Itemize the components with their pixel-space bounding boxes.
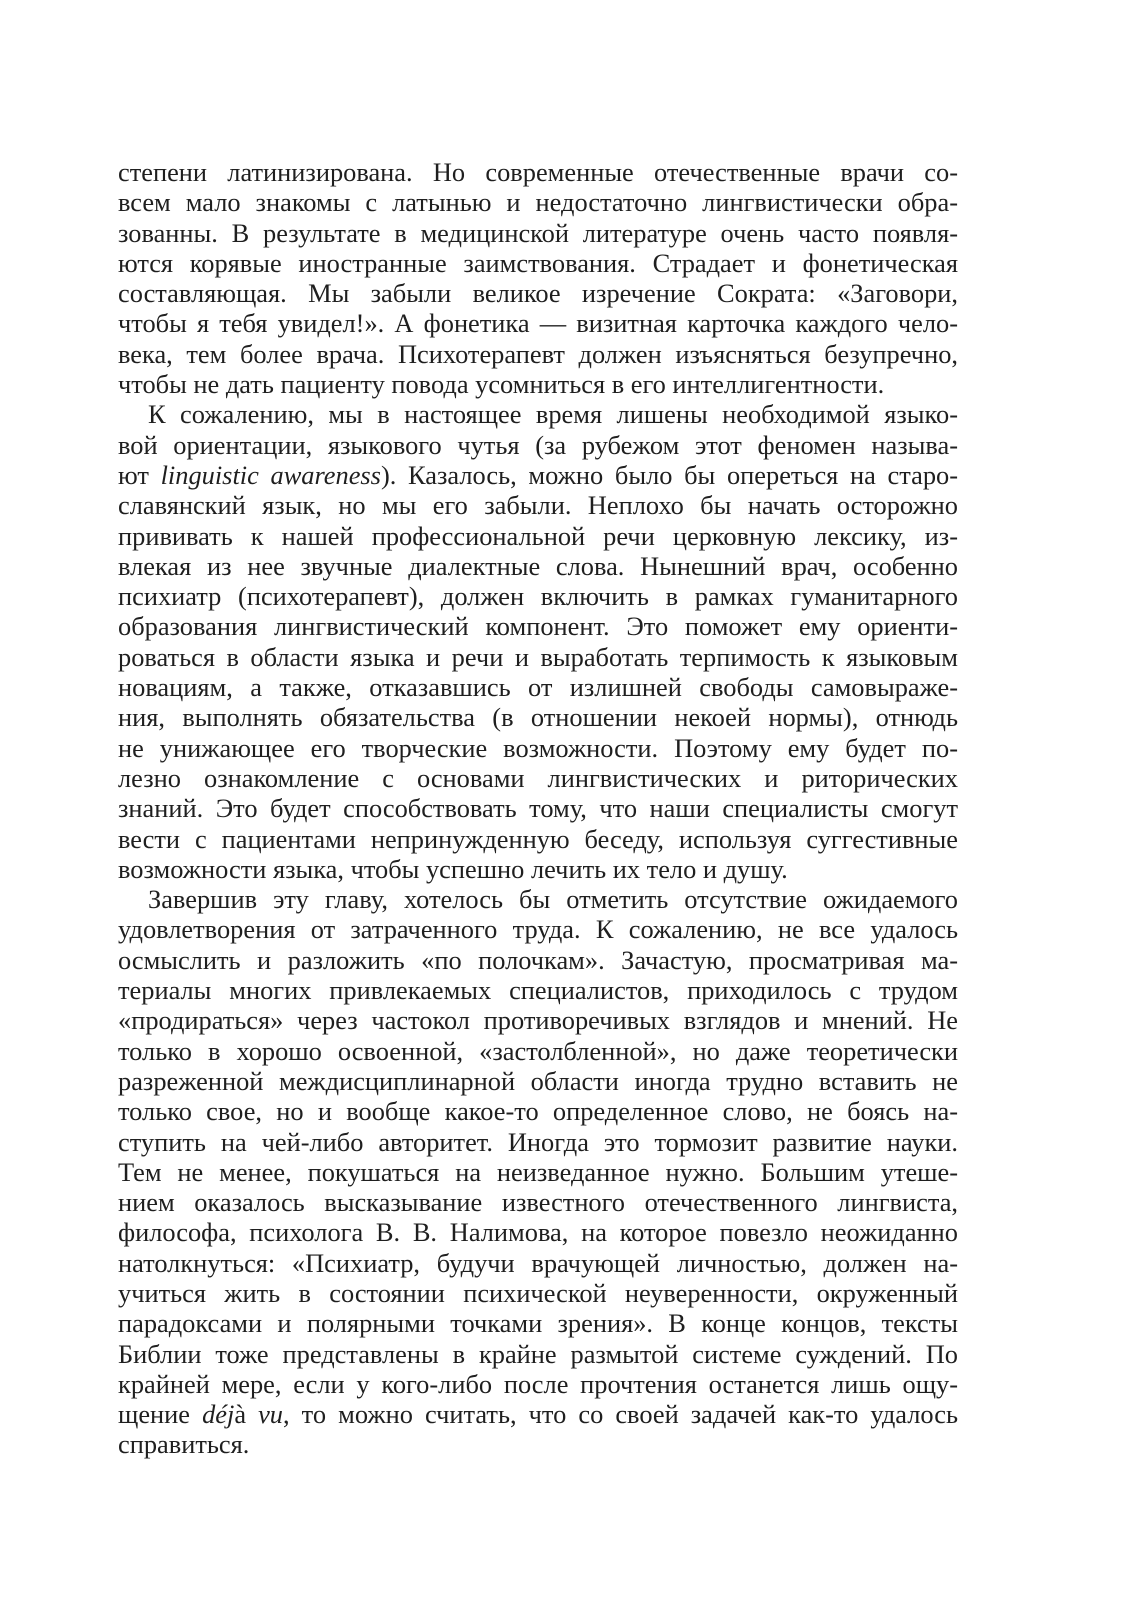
text-segment: ются корявые иностранные заимствования. Страдает и фонетическая xyxy=(118,247,958,278)
text-line xyxy=(118,1096,958,1126)
text-line xyxy=(118,490,958,520)
text-line xyxy=(118,278,958,308)
text-segment: новациям, а также, отказавшись от излишней свободы самовыраже- xyxy=(118,672,958,703)
text-segment: лезно ознакомление с основами лингвистических и риторических xyxy=(118,762,958,793)
text-segment: , то можно считать, что со своей задачей как-то удалось xyxy=(283,1399,959,1430)
text-segment: только свое, но и вообще какое-то определенное слово, не боясь на- xyxy=(118,1096,958,1127)
text-segment: Тем не менее, покушаться на неизведанное нужно. Большим утеше- xyxy=(118,1156,958,1187)
text-line xyxy=(118,1339,958,1369)
paragraph xyxy=(118,399,958,884)
text-line xyxy=(118,702,958,732)
text-line xyxy=(118,1278,958,1308)
text-segment: щение xyxy=(118,1399,203,1430)
text-segment: ступить на чей-либо авторитет. Иногда это тормозит развитие науки. xyxy=(118,1126,958,1157)
text-segment: ния, выполнять обязательства (в отношении некоей нормы), отнюдь xyxy=(118,702,958,733)
text-segment: справиться. xyxy=(118,1429,250,1460)
text-segment: знаний. Это будет способствовать тому, что наши специалисты смогут xyxy=(118,793,958,824)
text-line xyxy=(118,642,958,672)
paragraph xyxy=(118,884,958,1460)
text-segment: крайней мере, если у кого-либо после прочтения останется лишь ощу- xyxy=(118,1368,958,1399)
text-line xyxy=(118,884,958,914)
text-line xyxy=(118,187,958,217)
text-segment: вести с пациентами непринужденную беседу, используя суггестивные xyxy=(118,823,958,854)
body-text xyxy=(118,157,958,1460)
text-line xyxy=(118,157,958,187)
text-segment: à xyxy=(234,1399,259,1430)
text-segment: только в хорошо освоенной, «застолбленной», но даже теоретически xyxy=(118,1035,958,1066)
text-segment: Завершив эту главу, хотелось бы отметить отсутствие ожидаемого xyxy=(148,884,958,915)
text-segment: чтобы я тебя увидел!». А фонетика — визитная карточка каждого чело- xyxy=(118,308,958,339)
text-line xyxy=(118,1369,958,1399)
text-line xyxy=(118,521,958,551)
text-line xyxy=(118,369,958,399)
text-line xyxy=(118,793,958,823)
text-line xyxy=(118,1127,958,1157)
text-line xyxy=(118,1248,958,1278)
text-line xyxy=(118,914,958,944)
text-segment: психиатр (психотерапевт), должен включить в рамках гуманитарного xyxy=(118,581,958,612)
text-line xyxy=(118,581,958,611)
text-segment: разреженной междисциплинарной области иногда трудно вставить не xyxy=(118,1065,958,1096)
text-line xyxy=(118,218,958,248)
text-line xyxy=(118,551,958,581)
text-segment: философа, психолога В. В. Налимова, на которое повезло неожиданно xyxy=(118,1217,958,1248)
text-segment: натолкнуться: «Психиатр, будучи врачующей личностью, должен на- xyxy=(118,1247,958,1278)
text-line xyxy=(118,248,958,278)
text-segment: нием оказалось высказывание известного отечественного лингвиста, xyxy=(118,1187,958,1218)
text-segment: Библии тоже представлены в крайне размытой системе суждений. По xyxy=(118,1338,958,1369)
text-segment: териалы многих привлекаемых специалистов, приходилось с трудом xyxy=(118,975,958,1006)
text-line xyxy=(118,672,958,702)
text-line xyxy=(118,611,958,641)
text-line xyxy=(118,460,958,490)
text-segment: удовлетворения от затраченного труда. К сожалению, не все удалось xyxy=(118,914,958,945)
text-line xyxy=(118,430,958,460)
text-line xyxy=(118,854,958,884)
text-segment: чтобы не дать пациенту повода усомниться в его интеллигентности. xyxy=(118,369,885,400)
text-segment: учиться жить в состоянии психической неуверенности, окруженный xyxy=(118,1277,958,1308)
text-line xyxy=(118,339,958,369)
text-segment: века, тем более врача. Психотерапевт должен изъясняться безупречно, xyxy=(118,338,958,369)
text-segment: составляющая. Мы забыли великое изречение Сократа: «Заговори, xyxy=(118,278,958,309)
text-line xyxy=(118,1217,958,1247)
text-segment: всем мало знакомы с латынью и недостаточно лингвистически обра- xyxy=(118,187,958,218)
text-line xyxy=(118,1429,958,1459)
text-line xyxy=(118,733,958,763)
text-line xyxy=(118,1308,958,1338)
text-line xyxy=(118,763,958,793)
text-segment: степени латинизирована. Но современные отечественные врачи со- xyxy=(118,157,958,187)
text-line xyxy=(118,1066,958,1096)
text-line xyxy=(118,1399,958,1429)
text-segment: К сожалению, мы в настоящее время лишены необходимой языко- xyxy=(148,399,958,430)
text-segment: не унижающее его творческие возможности. Поэтому ему будет по- xyxy=(118,732,958,763)
paragraph xyxy=(118,157,958,399)
text-segment: образования лингвистический компонент. Это поможет ему ориенти- xyxy=(118,611,958,642)
text-segment: ). Казалось, можно было бы опереться на старо- xyxy=(380,459,958,490)
text-line xyxy=(118,399,958,429)
text-segment: славянский язык, но мы его забыли. Неплохо бы начать осторожно xyxy=(118,490,958,521)
text-segment: вой ориентации, языкового чутья (за рубежом этот феномен называ- xyxy=(118,429,958,460)
text-segment: возможности языка, чтобы успешно лечить их тело и душу. xyxy=(118,853,788,884)
text-line xyxy=(118,945,958,975)
text-line xyxy=(118,1036,958,1066)
italic-phrase: linguistic awareness xyxy=(160,459,381,490)
text-segment: влекая из нее звучные диалектные слова. Нынешний врач, особенно xyxy=(118,550,958,581)
text-line xyxy=(118,975,958,1005)
text-segment: парадоксами и полярными точками зрения». В конце концов, тексты xyxy=(118,1308,958,1339)
text-segment: ют xyxy=(118,459,161,490)
text-segment: зованны. В результате в медицинской литературе очень часто появля- xyxy=(118,217,958,248)
text-line xyxy=(118,1157,958,1187)
text-segment: «продираться» через частокол противоречивых взглядов и мнений. Не xyxy=(118,1005,958,1036)
italic-phrase: déj xyxy=(202,1399,235,1430)
text-segment: прививать к нашей профессиональной речи церковную лексику, из- xyxy=(118,520,958,551)
text-line xyxy=(118,1187,958,1217)
text-line xyxy=(118,824,958,854)
text-line xyxy=(118,308,958,338)
text-line xyxy=(118,1005,958,1035)
text-segment: роваться в области языка и речи и выработать терпимость к языковым xyxy=(118,641,958,672)
italic-phrase: vu xyxy=(258,1399,284,1430)
text-segment: осмыслить и разложить «по полочкам». Зачастую, просматривая ма- xyxy=(118,944,958,975)
